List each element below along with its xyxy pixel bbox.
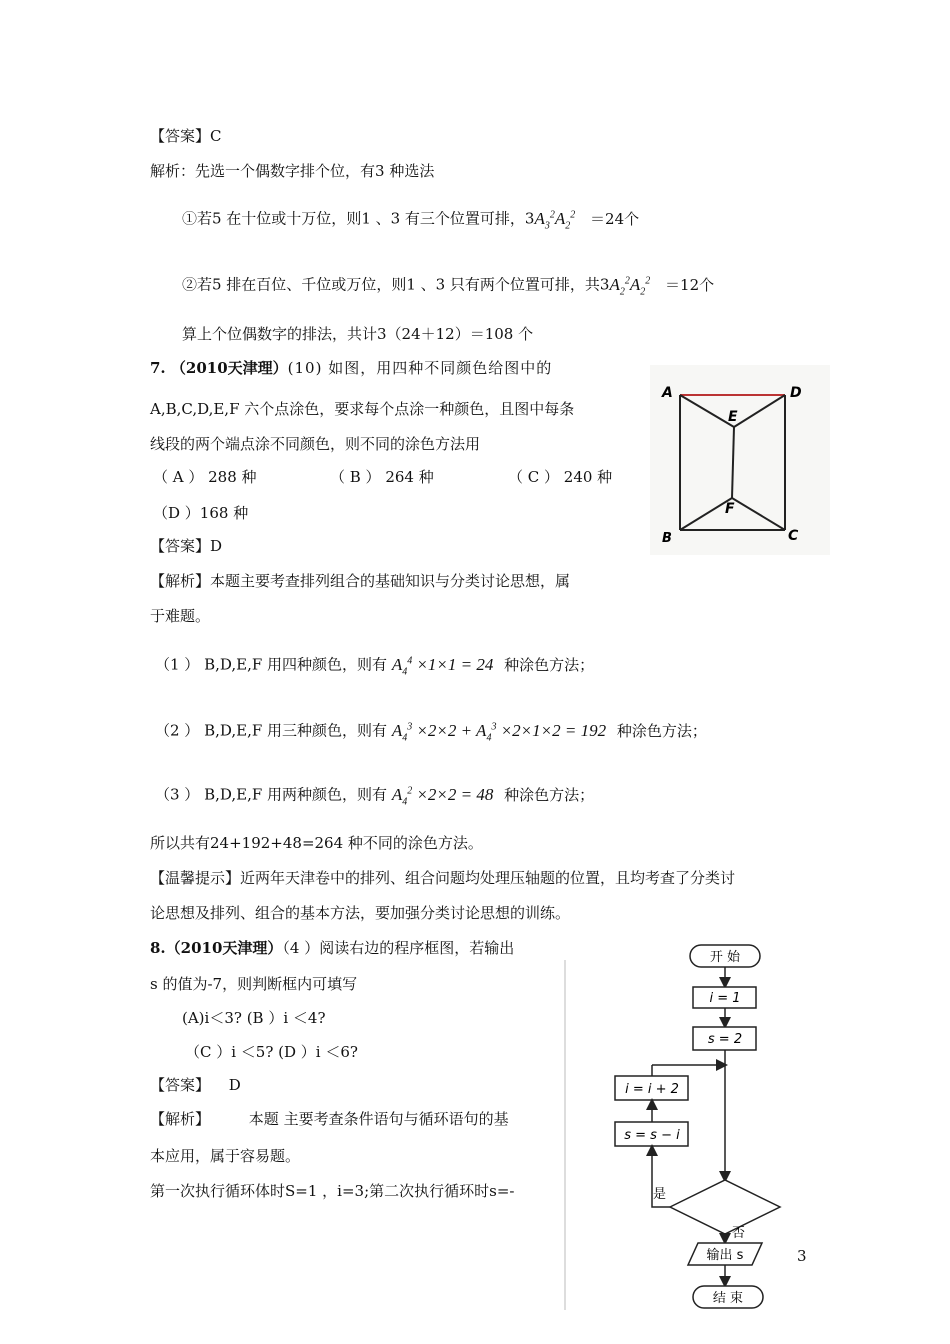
case-2-line [182,270,714,303]
output-label: 输出 s [706,1248,744,1263]
label-e: E [728,409,738,425]
flowchart [560,935,800,1315]
case-1-text: ①若5 在十位或十万位，则1 、3 有三个位置可排，3 [182,209,535,228]
tip-line-1: 【温馨提示】近两年天津卷中的排列、组合问题均处理压轴题的位置，且均考查了分类讨 [150,869,736,887]
analysis-8-line-3: 第一次执行循环体时S=1 ，i=3;第二次执行循环时s=- [150,1182,515,1200]
answer-8-value: D [228,1076,241,1094]
label-d: D [790,385,802,401]
coloring-figure [650,365,830,555]
case-7-1-tail: 种涂色方法； [504,655,595,674]
case-7-2 [155,716,707,749]
problem-7-title [150,357,552,379]
analysis-8-line-2: 本应用，属于容易题。 [150,1147,301,1165]
label-f: F [725,501,735,517]
label-a: A [662,385,673,401]
analysis-8-line-1 [150,1108,509,1130]
case-7-1-formula: $A_4^4 \times 1\times 1 = 24$ [391,654,494,678]
problem-7-stem-2: A,B,C,D,E,F 六个点涂色，要求每个点涂一种颜色，且图中每条 [150,400,575,418]
page-number: 3 [797,1247,807,1265]
case-2-text: ②若5 排在百位、千位或万位，则1 、3 只有两个位置可排，共3 [182,275,610,294]
analysis-7-line-2: 于难题。 [150,607,211,625]
no-label: 否 [732,1226,746,1241]
answer-6: 【答案】C [150,127,222,145]
label-b: B [662,531,672,546]
total-6: 算上个位偶数字的排法，共计3（24＋12）＝108 个 [182,325,534,343]
update-s-label: s = s − i [624,1128,680,1143]
case-7-1-label: （1 ） B,D,E,F 用四种颜色，则有 [155,655,388,674]
analysis-8-label: 【解析】 [150,1110,211,1128]
update-i-label: i = i + 2 [625,1082,679,1097]
case-7-1 [155,650,594,683]
analysis-7-line-1: 【解析】本题主要考查排列组合的基础知识与分类讨论思想，属 [150,572,571,590]
problem-7-stem-3: 线段的两个端点涂不同颜色，则不同的涂色方法用 [150,435,481,453]
case-2-result: ＝12个 [665,275,715,294]
case-1-result: ＝24个 [590,209,640,228]
option-d: （D ）168 种 [153,504,249,522]
case-1-formula: $A_3^2A_2^2$ [534,208,576,232]
problem-8-stem-1: （4 ）阅读右边的程序框图，若输出 [282,939,515,957]
answer-8-label: 【答案】 [150,1076,211,1094]
problem-7-stem-1: (10) 如图，用四种不同颜色给图中的 [287,359,553,377]
case-1-line [182,204,639,237]
init-s-label: s = 2 [707,1032,743,1047]
start-label: 开 始 [709,950,741,965]
problem-8-stem-2: s 的值为-7，则判断框内可填写 [150,975,358,993]
case-7-3-label: （3 ） B,D,E,F 用两种颜色，则有 [155,785,388,804]
option-a: （ A ） 288 种 [153,468,257,486]
options-cd: （C ）i ＜5? (D ）i ＜6? [185,1043,358,1061]
end-label: 结 束 [712,1291,744,1306]
answer-8 [150,1074,241,1096]
label-c: C [788,528,799,544]
analysis-8-text: 本题 主要考查条件语句与循环语句的基 [248,1110,509,1128]
case-7-3-formula: $A_4^2 \times 2\times 2 = 48$ [391,784,494,808]
option-c: （ C ） 240 种 [508,468,613,486]
yes-label: 是 [653,1187,667,1202]
case-7-2-label: （2 ） B,D,E,F 用三种颜色，则有 [155,721,388,740]
options-ab: (A)i＜3? (B ）i ＜4? [182,1009,326,1027]
case-2-formula: $A_2^2A_2^2$ [609,274,651,298]
case-7-2-formula: $A_4^3 \times 2\times 2 + A_4^3 \times 2\times 1\times 2 = 192$ [391,720,607,744]
sum-7: 所以共有24+192+48=264 种不同的涂色方法。 [150,834,483,852]
case-7-2-tail: 种涂色方法； [616,721,707,740]
problem-8-title [150,937,514,959]
option-b: （ B ） 264 种 [330,468,434,486]
case-7-3-tail: 种涂色方法； [504,785,595,804]
decision-node [670,1180,780,1234]
problem-7-number: 7. （2010天津理） [150,359,288,377]
problem-8-number: 8.（2010天津理） [150,939,283,957]
answer-7: 【答案】D [150,537,223,555]
init-i-label: i = 1 [709,991,741,1006]
tip-line-2: 论思想及排列、组合的基本方法，要加强分类讨论思想的训练。 [150,904,571,922]
analysis-6: 解析：先选一个偶数字排个位，有3 种选法 [150,162,435,180]
case-7-3 [155,780,594,813]
figure-background [650,365,830,555]
